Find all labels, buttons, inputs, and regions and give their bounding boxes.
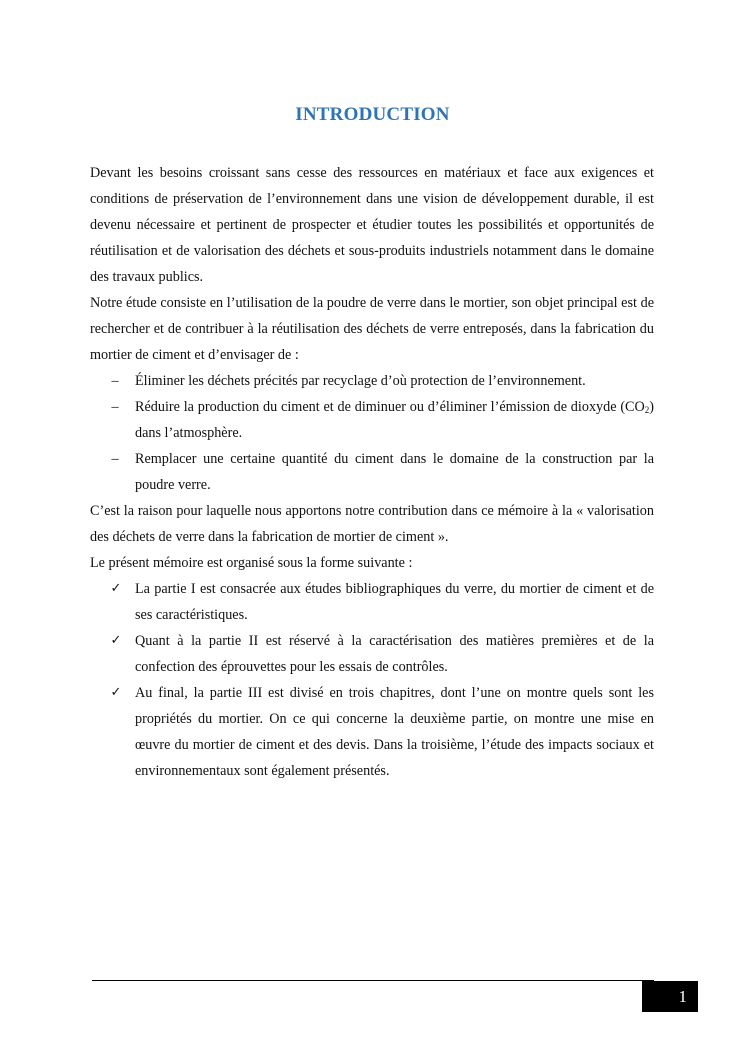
list-item-text-part: ) dans l’atmosphère.	[135, 399, 654, 441]
objectives-list	[90, 368, 654, 498]
dash-bullet-icon: –	[111, 373, 119, 389]
list-item-text: La partie I est consacrée aux études bibliographiques du verre, du mortier de ciment et de ses caractéristiques.	[135, 581, 654, 623]
list-item	[90, 394, 654, 446]
paragraph-contribution: C’est la raison pour laquelle nous apportons notre contribution dans ce mémoire à la « valorisation des déchets de verre dans la fabrication de mortier de ciment ».	[90, 503, 654, 545]
list-item-text: Remplacer une certaine quantité du ciment dans le domaine de la construction par la poudre verre.	[135, 451, 654, 493]
footer-divider	[92, 980, 654, 981]
subscript-two: 2	[644, 405, 650, 415]
dash-bullet-icon: –	[111, 399, 119, 415]
list-item	[90, 368, 654, 394]
parts-list	[90, 576, 654, 784]
list-item	[90, 446, 654, 498]
list-item	[90, 628, 654, 680]
list-item-text: Éliminer les déchets précités par recyclage d’où protection de l’environnement.	[135, 373, 586, 389]
page-number: 1	[642, 981, 698, 1012]
checkmark-icon: ✓	[110, 685, 122, 700]
list-item-text	[135, 399, 654, 441]
list-item-text-part: Réduire la production du ciment et de diminuer ou d’éliminer l’émission de dioxyde (CO	[135, 399, 645, 415]
document-body	[90, 160, 654, 784]
page-title: INTRODUCTION	[295, 104, 450, 125]
checkmark-icon: ✓	[110, 633, 122, 648]
paragraph-intro-2: Notre étude consiste en l’utilisation de la poudre de verre dans le mortier, son objet principal est de rechercher et de contribuer à la réutilisation des déchets de verre entreposés, dans la fabrication du mortier de ciment et d’envisager de :	[90, 295, 654, 363]
dash-bullet-icon: –	[111, 451, 119, 467]
checkmark-icon: ✓	[110, 581, 122, 596]
paragraph-organization: Le présent mémoire est organisé sous la forme suivante :	[90, 555, 413, 571]
list-item	[90, 680, 654, 784]
list-item-text: Au final, la partie III est divisé en trois chapitres, dont l’une on montre quels sont les propriétés du mortier. On ce qui concerne la deuxième partie, on montre une mise en œuvre du mortier de ciment et des devis. Dans la troisième, l’étude des impacts sociaux et environnementaux sont également présentés.	[135, 685, 654, 779]
list-item	[90, 576, 654, 628]
list-item-text: Quant à la partie II est réservé à la caractérisation des matières premières et de la confection des éprouvettes pour les essais de contrôles.	[135, 633, 654, 675]
paragraph-intro-1: Devant les besoins croissant sans cesse des ressources en matériaux et face aux exigences et conditions de préservation de l’environnement dans une vision de développement durable, il est devenu nécessaire et pertinent de prospecter et étudier toutes les possibilités et opportunités de réutilisation et de valorisation des déchets et sous-produits industriels notamment dans le domaine des travaux publics.	[90, 165, 654, 285]
